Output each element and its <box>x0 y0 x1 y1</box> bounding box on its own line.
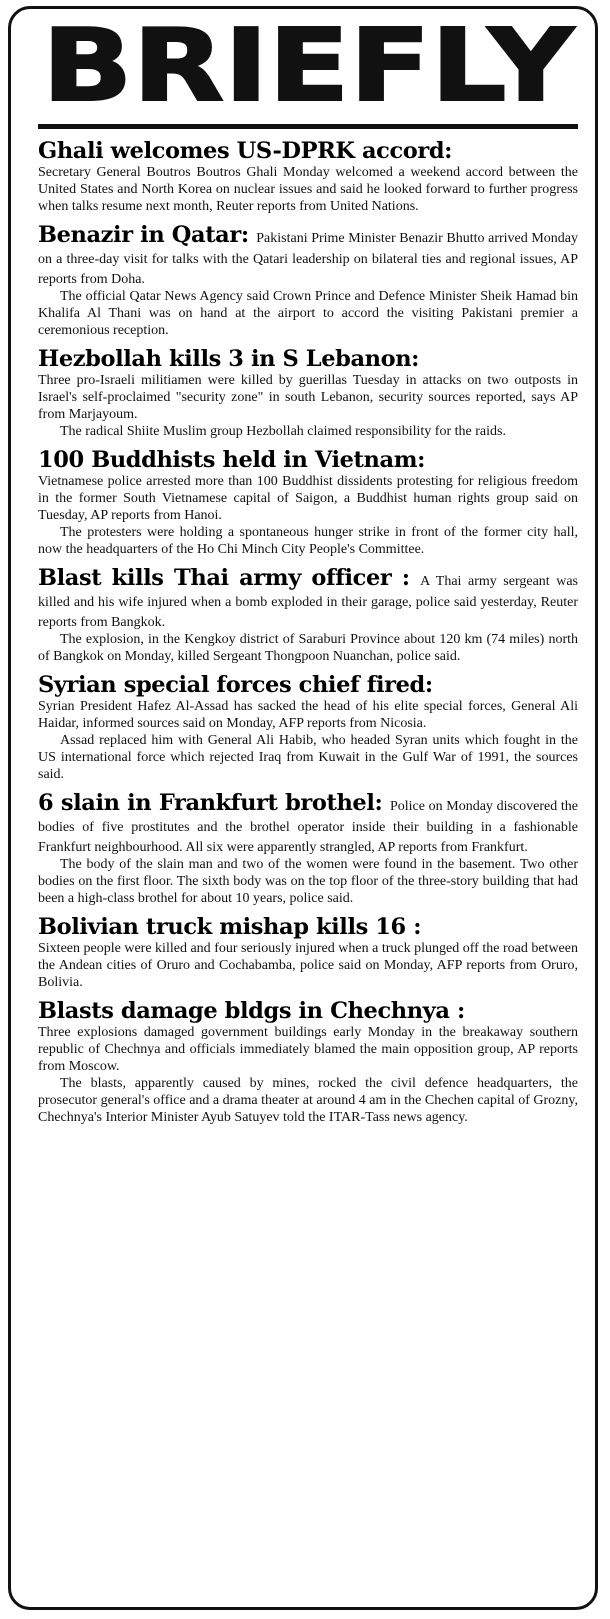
svg-text:BRIEFLY: BRIEFLY <box>42 22 576 108</box>
news-headline: Blasts damage bldgs in Chechnya : <box>38 998 465 1024</box>
news-paragraph: Three explosions damaged government buildings early Monday in the breakaway southern republic of Chechnya and officials immediately blamed the main opposition group, AP reports from Moscow. <box>38 1025 578 1074</box>
news-lead-paragraph <box>38 790 578 856</box>
news-item <box>38 222 578 339</box>
news-item <box>38 138 578 215</box>
news-paragraph: The radical Shiite Muslim group Hezbollah claimed responsibility for the raids. <box>60 424 506 439</box>
news-item <box>38 790 578 907</box>
news-headline: Hezbollah kills 3 in S Lebanon: <box>38 346 420 372</box>
news-lead-paragraph <box>38 222 578 288</box>
news-item <box>38 565 578 665</box>
masthead-briefly <box>38 22 578 108</box>
news-headline: Syrian special forces chief fired: <box>38 672 433 698</box>
news-paragraph: Assad replaced him with General Ali Habib, who headed Syran units which fought in the US international force which rejected Iraq from Kuwait in the Gulf War of 1991, the sources said. <box>38 733 578 782</box>
news-item <box>38 672 578 783</box>
masthead-rule <box>38 124 578 129</box>
news-paragraph: Secretary General Boutros Boutros Ghali Monday welcomed a weekend accord between the United States and North Korea on nuclear issues and said he looked forward to further progress when talks resume next month, Reuter reports from United Nations. <box>38 165 578 214</box>
news-paragraph: The official Qatar News Agency said Crown Prince and Defence Minister Sheik Hamad bin Khalifa Al Thani was on hand at the airport to accord the visiting Pakistani premier a ceremonious reception. <box>38 289 578 338</box>
news-item <box>38 447 578 558</box>
news-lead: Pakistani Prime Minister Benazir Bhutto arrived Monday on a three-day visit for talks with the Qatari leadership on bilateral ties and regional issues, AP reports from Doha. <box>38 231 579 287</box>
news-paragraph: Sixteen people were killed and four seriously injured when a truck plunged off the road between the Andean cities of Oruro and Cochabamba, police said on Monday, AFP reports from Oruro, Bolivia. <box>38 941 578 990</box>
news-paragraph: Syrian President Hafez Al-Assad has sacked the head of his elite special forces, General Ali Haidar, informed sources said on Monday, AFP reports from Nicosia. <box>38 699 578 731</box>
news-headline: Bolivian truck mishap kills 16 : <box>38 914 422 940</box>
news-headline: 100 Buddhists held in Vietnam: <box>38 447 426 473</box>
news-item <box>38 914 578 991</box>
news-item <box>38 998 578 1126</box>
news-item <box>38 346 578 440</box>
news-paragraph: The body of the slain man and two of the women were found in the basement. Two other bodies on the first floor. The sixth body was on the top floor of the three-story building that had been a high-class brothel for about 10 years, police said. <box>38 857 578 906</box>
news-headline: Ghali welcomes US-DPRK accord: <box>38 138 453 164</box>
news-headline: Blast kills Thai army officer : <box>38 565 421 591</box>
news-lead: Police on Monday discovered the bodies of five prostitutes and the brothel operator inside their building in a fashionable Frankfurt neighbourhood. All six were apparently strangled, AP reports from Frankfurt. <box>38 799 578 855</box>
news-paragraph: Three pro-Israeli militiamen were killed by guerillas Tuesday in attacks on two outposts in Israel's self-proclaimed "security zone" in south Lebanon, security sources reported, says AP from Marjayoum. <box>38 373 578 422</box>
news-lead: A Thai army sergeant was killed and his wife injured when a bomb exploded in their garage, police said yesterday, Reuter reports from Bangkok. <box>38 574 578 630</box>
news-lead-paragraph <box>38 565 578 631</box>
news-headline: Benazir in Qatar: <box>38 222 257 248</box>
news-paragraph: Vietnamese police arrested more than 100 Buddhist dissidents protesting for religious freedom in the former South Vietnamese capital of Saigon, a Buddhist human rights group said on Tuesday, AP reports from Hanoi. <box>38 474 578 523</box>
briefs-column <box>38 138 578 1133</box>
news-headline: 6 slain in Frankfurt brothel: <box>38 790 390 816</box>
news-paragraph: The protesters were holding a spontaneous hunger strike in front of the former city hall, now the headquarters of the Ho Chi Minch City People's Committee. <box>38 525 578 557</box>
news-paragraph: The explosion, in the Kengkoy district of Saraburi Province about 120 km (74 miles) north of Bangkok on Monday, killed Sergeant Thongpoon Nuanchan, police said. <box>38 632 578 664</box>
news-paragraph: The blasts, apparently caused by mines, rocked the civil defence headquarters, the prosecutor general's office and a drama theater at around 4 am in the Chechen capital of Grozny, Chechnya's Interior Minister Ayub Satuyev told the ITAR-Tass news agency. <box>38 1076 578 1125</box>
